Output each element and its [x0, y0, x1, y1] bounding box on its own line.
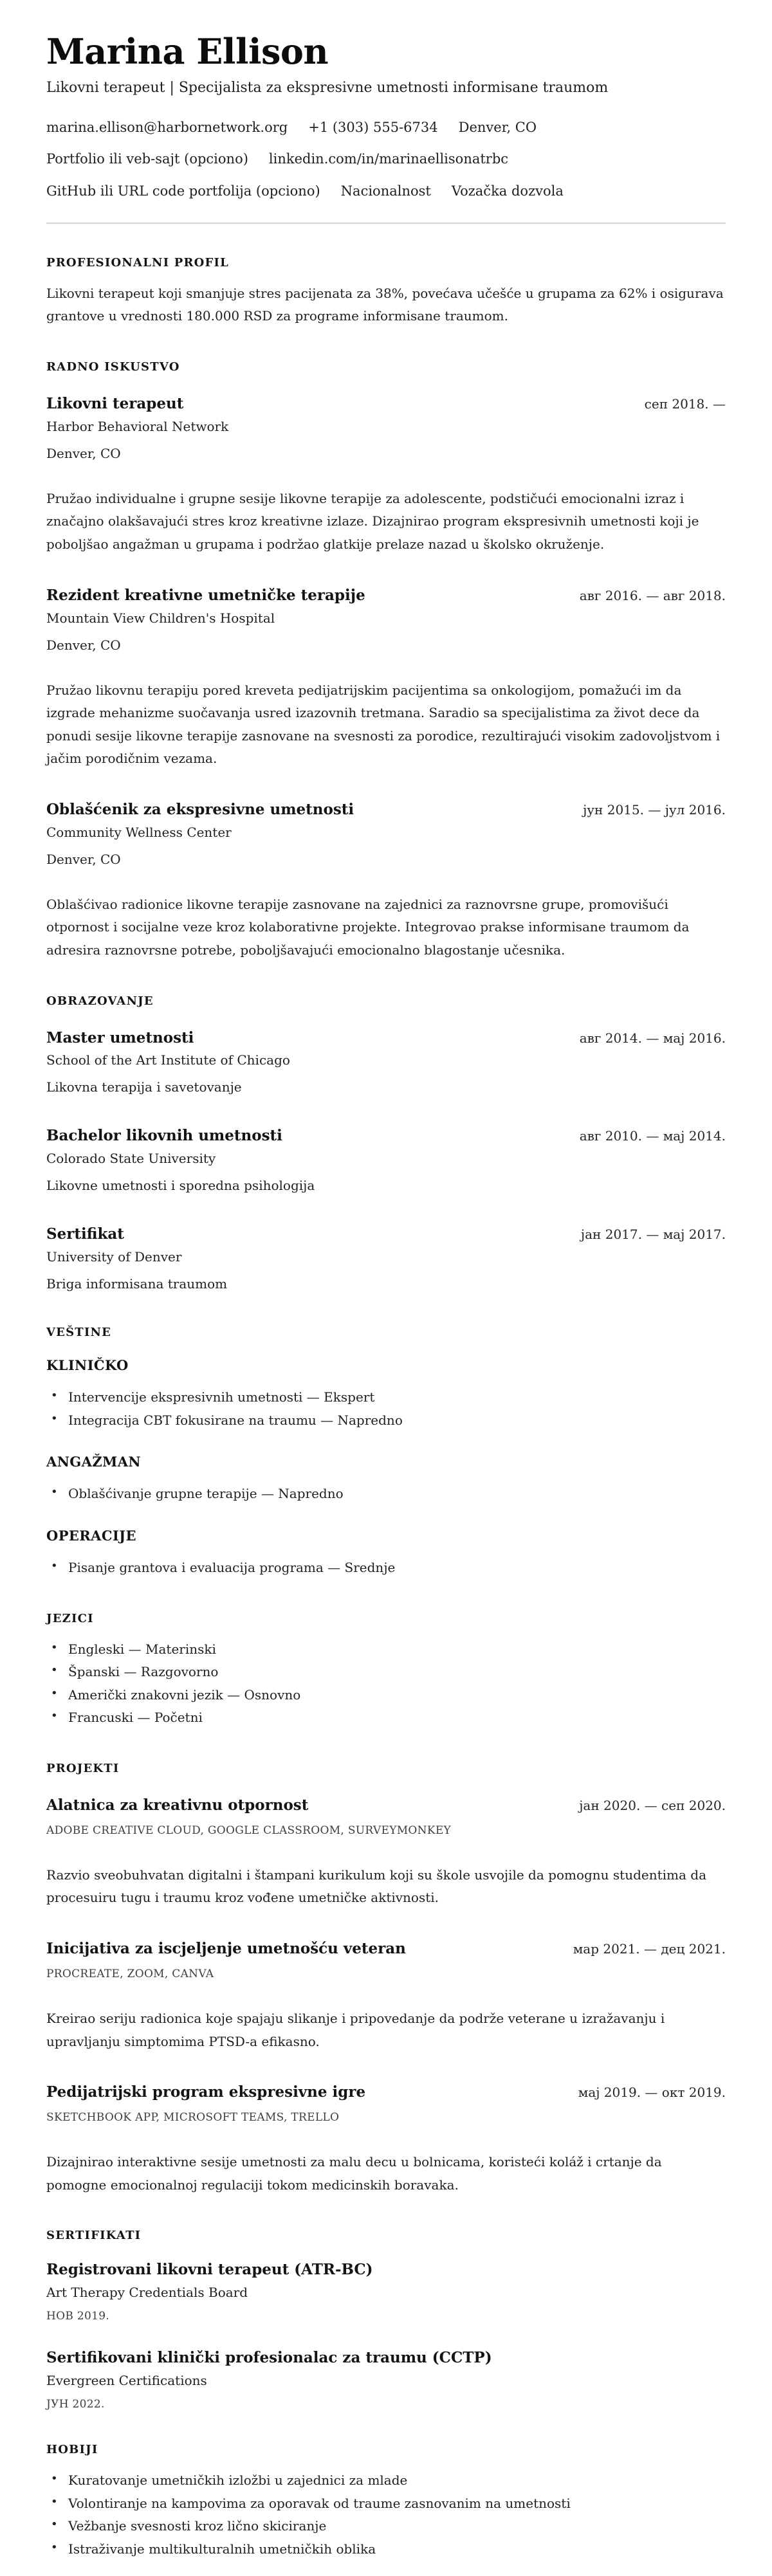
job-entry-head [46, 394, 726, 414]
project-entry [46, 1796, 726, 1910]
section-education [46, 994, 726, 1294]
education-dates: авг 2014. — мај 2016. [579, 1030, 726, 1046]
project-tools: ADOBE CREATIVE CLOUD, GOOGLE CLASSROOM, SURVEYMONKEY [46, 1823, 452, 1837]
job-location: Denver, CO [46, 445, 121, 461]
certification-title: Sertifikovani klinički profesionalac za traumu (CCTP) [46, 2349, 492, 2367]
job-company: Harbor Behavioral Network [46, 418, 229, 434]
field-of-study: Likovna terapija i savetovanje [46, 1079, 242, 1095]
job-entry-head [46, 800, 726, 819]
contact-linkedin: linkedin.com/in/marinaellisonatrbc [268, 151, 509, 167]
education-dates: јан 2017. — мај 2017. [580, 1227, 726, 1243]
certification-title: Registrovani likovni terapeut (ATR-BC) [46, 2261, 373, 2279]
resume-header [46, 30, 726, 199]
contact-nationality: Nacionalnost [340, 183, 431, 199]
header-divider [46, 223, 726, 224]
project-entry [46, 2083, 726, 2197]
contact-row-3 [46, 183, 726, 199]
contact-location: Denver, CO [458, 120, 537, 135]
section-heading-education: OBRAZOVANJE [46, 994, 154, 1008]
section-heading-experience: RADNO ISKUSTVO [46, 360, 180, 374]
education-entry-head [46, 1028, 726, 1048]
contact-email: marina.ellison@harbornetwork.org [46, 120, 288, 135]
section-heading-projects: PROJEKTI [46, 1761, 120, 1775]
language-item: • Francuski — Početni [46, 1706, 726, 1730]
project-dates: мар 2021. — дец 2021. [573, 1941, 726, 1957]
school-name: School of the Art Institute of Chicago [46, 1052, 290, 1068]
section-projects [46, 1762, 726, 2197]
project-tools: PROCREATE, ZOOM, CANVA [46, 1967, 214, 1980]
section-languages [46, 1612, 726, 1730]
education-entry [46, 1028, 726, 1097]
candidate-name: Marina Ellison [46, 31, 329, 72]
certification-date: ЈУН 2022. [46, 2397, 105, 2411]
section-profile [46, 256, 726, 328]
hobbies-list [46, 2469, 726, 2561]
section-heading-certifications: SERTIFIKATI [46, 2229, 142, 2243]
hobby-item: • Volontiranje na kampovima za oporavak od traume zasnovanim na umetnosti [46, 2492, 726, 2516]
education-entry [46, 1126, 726, 1195]
skills-group [46, 1528, 726, 1580]
skills-list [46, 1557, 726, 1580]
job-entry [46, 800, 726, 962]
project-description: Razvio sveobuhvatan digitalni i štampani kurikulum koji su škole usvojile da pomognu studentima da procesuiru tugu i traumu kroz vođene umetničke aktivnosti. [46, 1867, 707, 1906]
education-entry-head [46, 1126, 726, 1146]
job-description: Pružao individualne i grupne sesije likovne terapije za adolescente, podstičući emocionalni izraz i značajno olakšavajući stres kroz kreativne izlaze. Dizajnirao program ekspresivnih umetnosti koji je poboljšao angažman u grupama i podržao glatkije prelaze nazad u školsko okruženje. [46, 490, 699, 553]
project-title: Pedijatrijski program ekspresivne igre [46, 2083, 366, 2101]
school-name: Colorado State University [46, 1151, 216, 1167]
job-entry [46, 586, 726, 771]
job-entry-head [46, 586, 726, 605]
skills-group-title: OPERACIJE [46, 1528, 136, 1544]
job-title: Likovni terapeut [46, 394, 184, 412]
certification-issuer: Art Therapy Credentials Board [46, 2285, 248, 2301]
contact-github: GitHub ili URL code portfolija (opciono) [46, 183, 320, 199]
contact-row-2 [46, 151, 726, 167]
degree-title: Master umetnosti [46, 1028, 194, 1046]
section-heading-hobbies: HOBIJI [46, 2442, 98, 2456]
languages-list [46, 1638, 726, 1730]
job-title: Rezident kreativne umetničke terapije [46, 586, 365, 604]
certification-date: НОВ 2019. [46, 2310, 110, 2323]
skills-group [46, 1357, 726, 1432]
job-entry [46, 394, 726, 556]
language-item: • Engleski — Materinski [46, 1638, 726, 1661]
section-heading-profile: PROFESIONALNI PROFIL [46, 255, 230, 269]
contact-row-1 [46, 119, 726, 136]
skills-group-title: KLINIČKO [46, 1357, 129, 1374]
project-entry-head [46, 1796, 726, 1815]
language-item: • Američki znakovni jezik — Osnovno [46, 1684, 726, 1707]
job-dates: сеп 2018. — [644, 396, 726, 412]
contact-phone: +1 (303) 555-6734 [308, 120, 438, 135]
education-entry-head [46, 1225, 726, 1244]
skill-item: • Oblašćivanje grupne terapije — Napredno [46, 1483, 726, 1506]
hobby-item: • Istraživanje multikulturalnih umetničkih oblika [46, 2538, 726, 2561]
skills-group [46, 1454, 726, 1506]
project-dates: јан 2020. — сеп 2020. [579, 1797, 726, 1813]
degree-title: Bachelor likovnih umetnosti [46, 1127, 282, 1145]
school-name: University of Denver [46, 1249, 182, 1265]
section-hobbies [46, 2443, 726, 2561]
job-location: Denver, CO [46, 637, 121, 653]
job-company: Mountain View Children's Hospital [46, 610, 275, 626]
skills-group-title: ANGAŽMAN [46, 1454, 141, 1470]
job-dates: авг 2016. — авг 2018. [579, 587, 726, 603]
skill-item: • Intervencije ekspresivnih umetnosti — Ekspert [46, 1386, 726, 1409]
skills-list [46, 1483, 726, 1506]
project-entry-head [46, 1939, 726, 1959]
contact-portfolio: Portfolio ili veb-sajt (opciono) [46, 151, 248, 167]
field-of-study: Likovne umetnosti i sporedna psihologija [46, 1178, 315, 1194]
job-location: Denver, CO [46, 851, 121, 867]
project-entry [46, 1939, 726, 2053]
hobby-item: • Vežbanje svesnosti kroz lično skiciranje [46, 2515, 726, 2538]
contact-driving-license: Vozačka dozvola [451, 183, 564, 199]
skill-item: • Pisanje grantova i evaluacija programa — Srednje [46, 1557, 726, 1580]
project-description: Kreirao seriju radionica koje spajaju slikanje i pripovedanje da podrže veterane u izražavanju i upravljanju simptomima PTSD-a efikasno. [46, 2010, 665, 2049]
education-dates: авг 2010. — мај 2014. [579, 1128, 726, 1144]
job-company: Community Wellness Center [46, 824, 232, 840]
certification-issuer: Evergreen Certifications [46, 2372, 207, 2388]
project-description: Dizajnirao interaktivne sesije umetnosti za malu decu u bolnicama, koristeći koláž i crtanje da pomogne emocionalnoj regulaciji tokom medicinskih boravaka. [46, 2154, 662, 2193]
degree-title: Sertifikat [46, 1225, 124, 1243]
project-tools: SKETCHBOOK APP, MICROSOFT TEAMS, TRELLO [46, 2111, 340, 2124]
job-title: Oblašćenik za ekspresivne umetnosti [46, 800, 354, 818]
job-description: Oblašćivao radionice likovne terapije zasnovane na zajednici za raznovrsne grupe, promovišući otpornost i socijalne veze kroz kolaborativne projekte. Integrovao prakse informisane traumom da adresira raznovrsne potrebe, poboljšavajući emocionalno blagostanje učesnika. [46, 896, 690, 958]
section-heading-skills: VEŠTINE [46, 1326, 112, 1340]
section-experience [46, 360, 726, 962]
language-item: • Španski — Razgovorno [46, 1661, 726, 1684]
field-of-study: Briga informisana traumom [46, 1276, 228, 1292]
job-dates: јун 2015. — јул 2016. [583, 801, 726, 818]
profile-summary: Likovni terapeut koji smanjuje stres pacijenata za 38%, povećava učešće u grupama za 62% i osigurava grantove u vrednosti 180.000 RSD za programe informisane traumom. [46, 285, 724, 324]
contact-block [46, 119, 726, 199]
hobby-item: • Kuratovanje umetničkih izložbi u zajednici za mlade [46, 2469, 726, 2492]
project-title: Inicijativa za iscjeljenje umetnošću veteran [46, 1940, 406, 1958]
candidate-headline: Likovni terapeut | Specijalista za ekspresivne umetnosti informisane traumom [46, 80, 609, 96]
certification-entry [46, 2348, 726, 2411]
section-certifications [46, 2229, 726, 2411]
skill-item: • Integracija CBT fokusirane na traumu — Napredno [46, 1409, 726, 1432]
education-entry [46, 1225, 726, 1293]
project-dates: мај 2019. — окт 2019. [578, 2085, 726, 2101]
job-description: Pružao likovnu terapiju pored kreveta pedijatrijskim pacijentima sa onkologijom, pomažući im da izgrade mehanizme suočavanja usred izazovnih tretmana. Saradio sa specijalistima za život dece da ponudi sesije likovne terapije zasnovane na svesnosti za porodice, rezultirajući visokim zadovoljstvom i jačim porodičnim vezama. [46, 682, 721, 767]
project-entry-head [46, 2083, 726, 2102]
section-skills [46, 1326, 726, 1579]
section-heading-languages: JEZICI [46, 1611, 94, 1625]
project-title: Alatnica za kreativnu otpornost [46, 1796, 309, 1814]
skills-list [46, 1386, 726, 1432]
certification-entry [46, 2260, 726, 2323]
